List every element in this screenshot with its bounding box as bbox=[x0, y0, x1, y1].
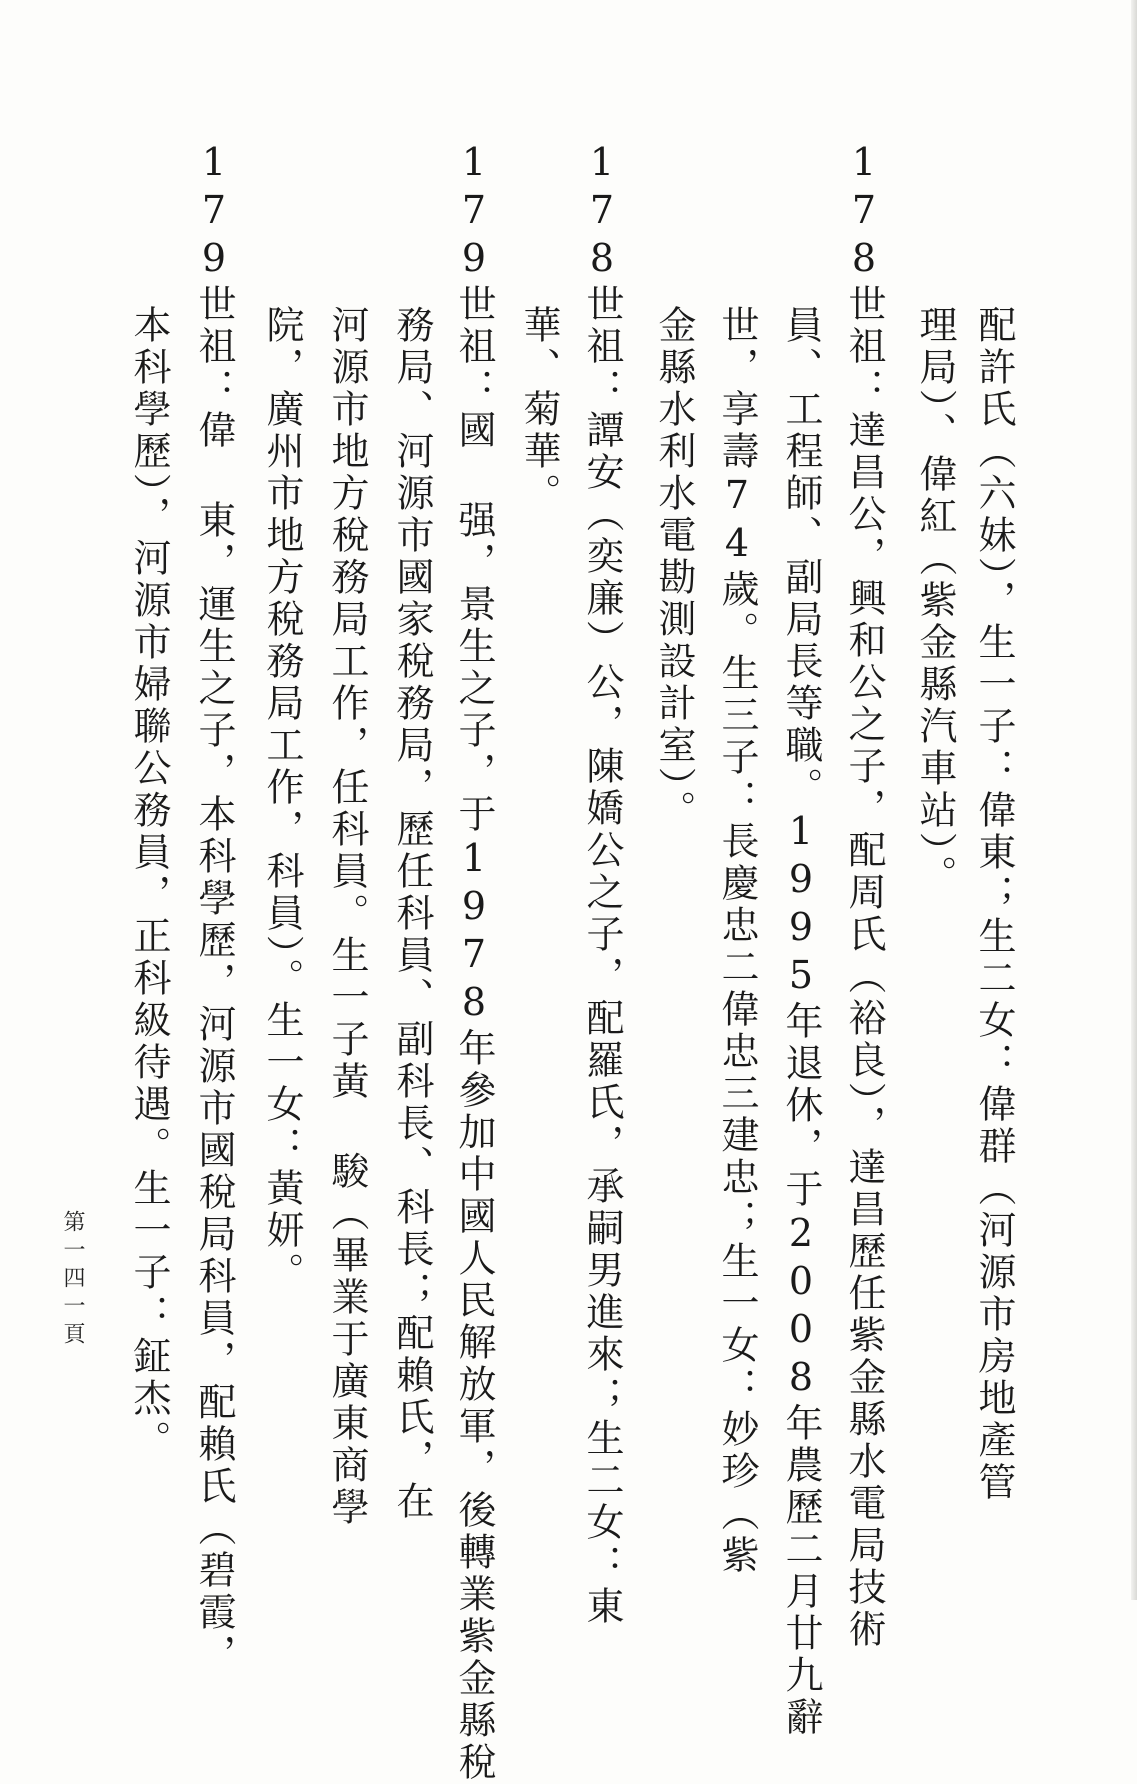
text-column: 河源市地方稅務局工作，任科員。生一子黃 駿（畢業于廣東商學 bbox=[325, 305, 369, 1529]
text-column: 世，享壽74歲。生三子：長慶忠二偉忠三建忠；生一女：妙珍（紫 bbox=[715, 305, 759, 1577]
text-column: 務局、河源市國家稅務局，歷任科員、副科長、科長；配賴氏，在 bbox=[390, 305, 434, 1523]
text-column: 理局）、偉紅（紫金縣汽車站）。 bbox=[913, 305, 957, 897]
entry-column: 179世祖：偉 東，運生之子，本科學歷，河源市國稅局科員，配賴氏（碧霞， bbox=[192, 140, 236, 1676]
text-column: 華、菊華。 bbox=[517, 305, 561, 515]
text-column: 院，廣州市地方稅務局工作，科員）。生一女：黃妍。 bbox=[260, 305, 304, 1294]
entry-column: 178世祖：譚安（奕廉）公，陳嬌公之子，配羅氏，承嗣男進來；生二女：東 bbox=[580, 140, 624, 1628]
page-number: 第一四一頁 bbox=[60, 1210, 85, 1350]
entry-column: 179世祖：國 强，景生之子，于1978年參加中國人民解放軍，後轉業紫金縣稅 bbox=[452, 140, 496, 1784]
text-column: 員、工程師、副局長等職。1995年退休，于2008年農歷二月廿九辭 bbox=[779, 305, 823, 1739]
entry-column: 178世祖：達昌公，興和公之子，配周氏（裕良），達昌歷任紫金縣水電局技術 bbox=[842, 140, 886, 1651]
page-edge bbox=[1131, 0, 1137, 1600]
text-column: 配許氏（六妹），生一子：偉東；生二女：偉群（河源市房地產管 bbox=[972, 305, 1016, 1504]
text-column: 本科學歷），河源市婦聯公務員，正科級待遇。生一子：鉦杰。 bbox=[127, 305, 171, 1462]
text-column: 金縣水利水電勘測設計室）。 bbox=[652, 305, 696, 832]
